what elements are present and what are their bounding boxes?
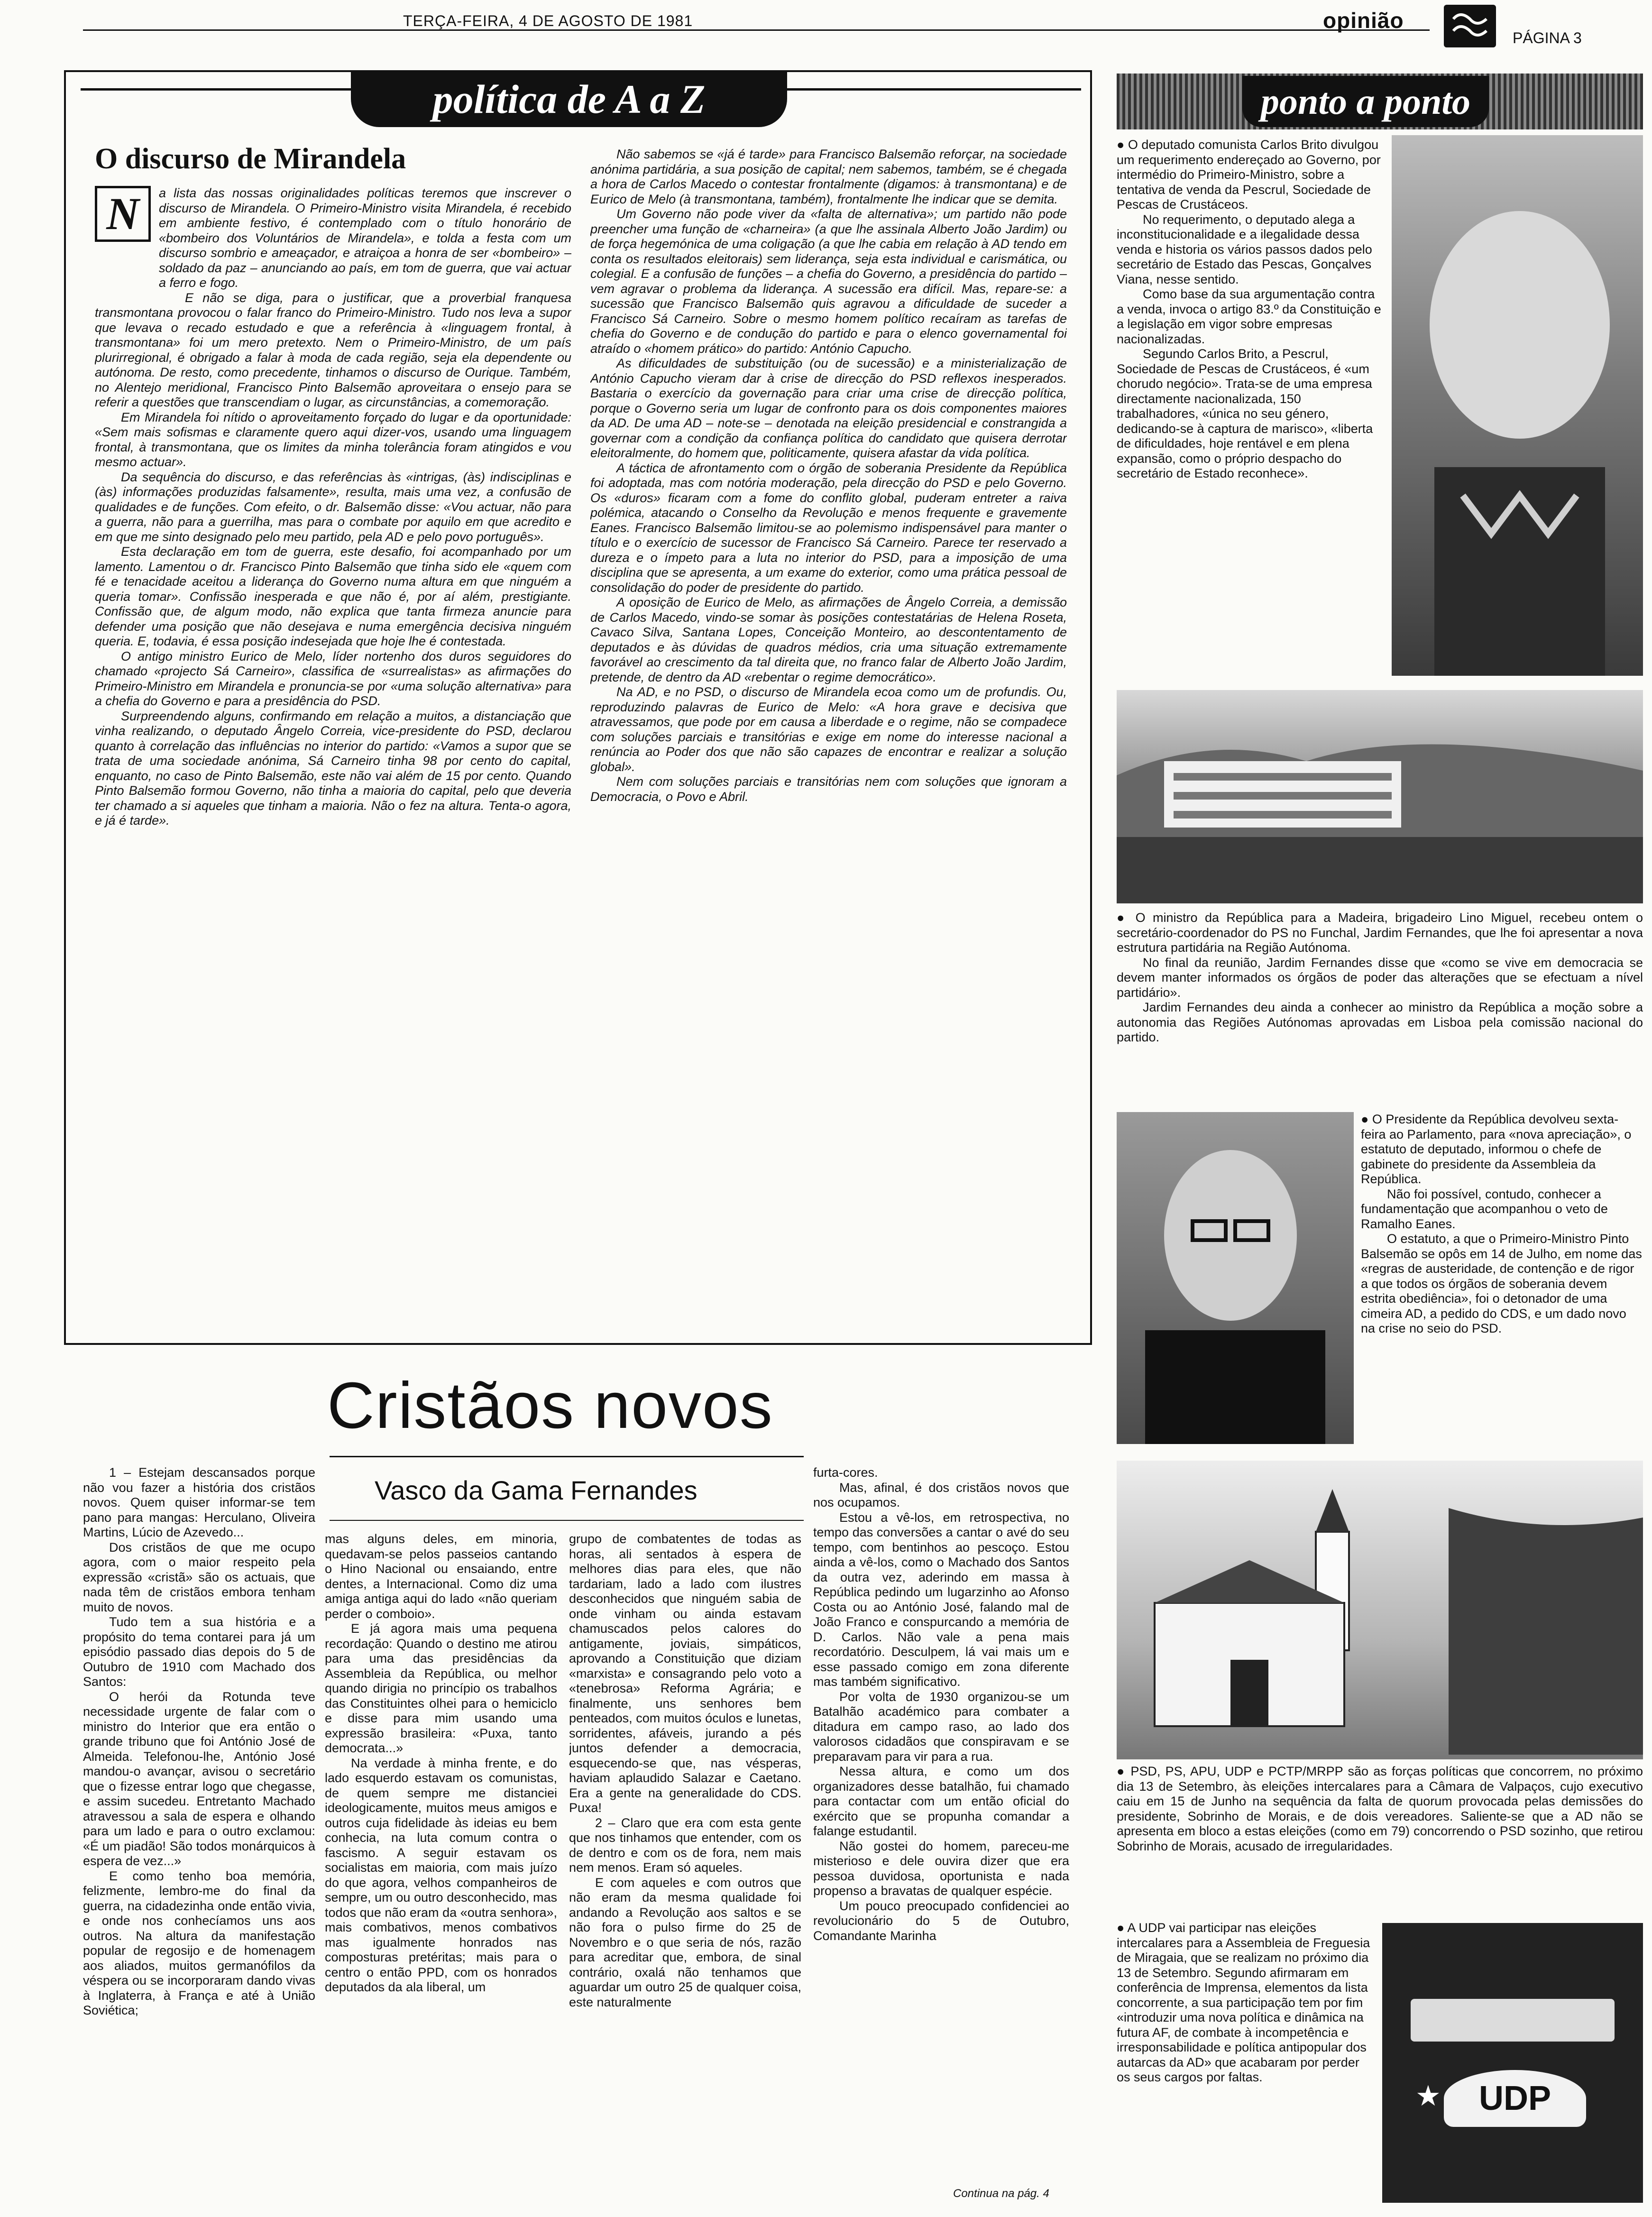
bullet-icon: ● (1117, 1764, 1131, 1778)
ponto-item-2 (1117, 911, 1643, 1100)
udp-star-icon: ★ (1415, 2080, 1441, 2112)
udp-label: UDP (1444, 2070, 1586, 2127)
cristaos-para: Tudo tem a sua história e a propósito do tema contarei para já um episódio passado dias depois do 5 de Outubro de 1910 com Machado dos Santos: (83, 1615, 315, 1689)
ponto-para: O estatuto, a que o Primeiro-Ministro Pinto Balsemão se opôs em 14 de Julho, em nome das «regras de austeridade, de contenção e de rigor a que todos os órgãos de soberania devem estrita obediência», foi o detonador de uma cimeira AD, a pedido do CDS, e um dado novo na crise no seio do PSD. (1361, 1232, 1642, 1335)
continua-link[interactable]: Continua na pág. 4 (953, 2187, 1049, 2200)
cristaos-para: Nessa altura, e como um dos organizadores desse batalhão, fui chamado para contactar com um então oficial do exército que se propunha comandar a falange estudantil. (813, 1764, 1069, 1838)
cristaos-para: mas alguns deles, em minoria, quedavam-se pelos passeios cantando o Hino Nacional ou ensaiando, entre dentes, a Internacional. Como diz uma amiga antiga aqui do lado «não queriam perder o comboio». (325, 1532, 557, 1621)
politica-para: Da sequência do discurso, e das referências às «intrigas, (às) indisciplinas e (às) informações produzidas falsamente», resulta, mais uma vez, a confusão de qualidades e de funções. Com efeito, o dr. Balsemão disse: «Vou actuar, não para a guerra, não para a guerrilha, mas para o combate por aquilo em que acredito e em que me sinto designado pelo meu partido, pela AD e pelo povo português». (95, 469, 571, 544)
cristaos-para: furta-cores. (813, 1465, 878, 1480)
cristaos-column-4 (813, 1465, 1069, 2177)
politica-para: Na AD, e no PSD, o discurso de Mirandela ecoa como um de profundis. Ou, reproduzindo palavras de Eurico de Melo: «A hora grave e decisiva que atravessamos, que pode por em causa a liberdade e o regime, não se compadece com soluções parciais e transitórias e exige em nome do interesse nacional a renúncia ao Poder dos que não são capazes de encontrar e realizar a solução global». (590, 685, 1067, 774)
bullet-icon: ● (1361, 1112, 1372, 1126)
politica-para: Surpreendendo alguns, confirmando em relação a muitos, a distanciação que vinha realizando, o deputado Ângelo Correia, vice-presidente do PSD, declarou quanto à correlação das influências no interior do partido: «Vamos a supor que se trata de uma sociedade anónima, Sá Carneiro tinha 98 por cento do capital, enquanto, no caso de Pinto Balsemão, este não vai além de 15 por cento. Quando Pinto Balsemão formou Governo, não tinha a maioria do capital, pelo que deveria ter chamado a si aqueles que tinham a maioria. Não o fez na altura. Tenta-o agora, e já é tarde». (95, 708, 571, 828)
cristaos-para: 1 – Estejam descansados porque não vou fazer a história dos cristãos novos. Quem quiser informar-se tem pano para mangas: Herculano, Oliveira Martins, Lúcio de Azevedo... (83, 1465, 315, 1539)
politica-column-1 (95, 186, 571, 1334)
byline-rule (330, 1456, 804, 1457)
cristaos-para: 2 – Claro que era com esta gente que nos tinhamos que entender, com os de dentro e com os de fora, nem mais nem menos. Eram só aqueles. (569, 1815, 801, 1875)
bullet-icon: ● (1117, 911, 1136, 925)
politica-para: A oposição de Eurico de Melo, as afirmações de Ângelo Correia, a demissão de Carlos Macedo, vindo-se somar às posições contestatárias de Helena Roseta, Cavaco Silva, Santana Lopes, Conceição Monteiro, ao descontentamento de deputados e às dúvidas de quadros médios, cria uma situação extremamente favorável ao crescimento da tal direita que, no franco falar de Alberto João Jardim, pretende, de dentro da AD «rebentar o regime democrático». (590, 595, 1067, 684)
ponto-para: ● O deputado comunista Carlos Brito divulgou um requerimento endereçado ao Governo, por intermédio do Primeiro-Ministro, sobre a tentativa de venda da Pescrul, Sociedade de Pescas de Crustáceos. (1117, 138, 1381, 212)
politica-headline: O discurso de Mirandela (95, 143, 406, 175)
politica-para: a lista das nossas originalidades políticas teremos que inscrever o discurso de Mirandela. O Primeiro-Ministro visita Mirandela, é recebido em ambiente festivo, é contemplado com o título honorário de «bombeiro dos Voluntários de Mirandela», e tolda a festa com um discurso sombrio e ameaçador, e atraiçoa a honra de ser «bombeiro» – soldado da paz – anunciando ao país, em tom de guerra, que vai actuar a ferro e fogo. (159, 186, 571, 290)
politica-band: política de A a Z (351, 71, 787, 127)
ponto-item-5 (1117, 1921, 1373, 2205)
page-label: PÁGINA 3 (1513, 29, 1582, 46)
politica-para: Esta declaração em tom de guerra, este desafio, foi acompanhado por um lamento. Lamentou o dr. Francisco Pinto Balsemão que tinha sido ele «quem com fé e tenacidade aceitou a liderança do Governo numa altura em que ninguém a queria tomar». Confissão inesperada e que não é, por aí além, prestigiante. Confissão que, de algum modo, não explica que tanta firmeza anuncie para defender uma posição que não desejava e numa emergência decisiva ninguém queria. E, todavia, é essa posição indesejada que hoje lhe é contestada. (95, 544, 571, 648)
cristaos-para: Mas, afinal, é dos cristãos novos que nos ocupamos. (813, 1480, 1069, 1509)
cristaos-para: Dos cristãos de que me ocupo agora, com o maior respeito pela expressão «cristã» são os actuais, que nada têm de cristãos embora tenham muito de novos. (83, 1540, 315, 1614)
udp-poster-photo (1382, 1923, 1643, 2203)
politica-para: E não se diga, para o justificar, que a proverbial franquesa transmontana provocou o falar franco do Primeiro-Ministro. Tudo nos leva a supor que levava o recado estudado e que a referência à «linguagem frontal, à transmontana» foi um mero pretexto. Nem o Primeiro-Ministro, de um país plurirregional, é obrigado a falar à moda de cada região, seja ela dependente ou autónoma. De resto, como precedente, tinhamos o discurso de Ourique. Também, no Alentejo meridional, Francisco Pinto Balsemão aproveitara o ensejo para se referir a questões que transcendiam o lugar, as circunstâncias, a comemoração. (95, 290, 571, 409)
cristaos-para: Na verdade à minha frente, e do lado esquerdo estavam os comunistas, de quem sempre me distanciei ideologicamente, muitos meus amigos e outros cuja fidelidade às ideias eu bem conhecia, na luta comum contra o fascismo. A seguir estavam os socialistas em maioria, com mais juízo do que agora, velhos companheiros de sempre, um ou outro desconhecido, mas todos que não eram da «outra senhora», mais combativos, menos combativos mas igualmente honrados nas composturas pretéritas; mais para o centro o então PPD, com os honrados deputados da ala liberal, um (325, 1756, 557, 1994)
cristaos-para: E já agora mais uma pequena recordação: Quando o destino me atirou para uma das presidências da Assembleia da República, ou melhor quando dirigia no princípio os trabalhos das Constituintes olhei para o hemiciclo e disse para mim usando uma expressão brasileira: «Puxa, tanto democrata...» (325, 1621, 557, 1755)
cristaos-para: Estou a vê-los, em retrospectiva, no tempo das conversões a cantar o avé do seu tempo, com bentinhos ao pescoço. Estou ainda a vê-los, como o Machado dos Santos da outra vez, aderindo em massa à República pedindo um lugarzinho ao Afonso Costa ou ao António José, falando mal de João Franco e conspurcando a memória de D. Carlos. Não vale a pena mais recordatório. Desculpem, lá vai mais um e esse passado comigo em zona diferente mas também significativo. (813, 1510, 1069, 1689)
eanes-photo (1117, 1112, 1354, 1444)
ponto-band: ponto a ponto (1242, 76, 1489, 127)
cristaos-para: Não gostei do homem, pareceu-me misterioso e dele ouvira dizer que era pessoa duvidosa, oportunista e nada propenso a bravatas de qualquer espécie. (813, 1839, 1069, 1898)
byline-rule-bottom (330, 1520, 804, 1521)
cristaos-column-1 (83, 1465, 315, 2205)
cristaos-para: O herói da Rotunda teve necessidade urgente de falar com o ministro do Interior que era então o grande tribuno que foi António José de Almeida. Telefonou-lhe, António José mandou-o avançar, avisou o secretário que o fizesse entrar logo que chegasse, e assim sucedeu. Entretanto Machado atravessou a sala de espera e olhando para um lado e para o outro exclamou: «É um piadão! São todos monárquicos à espera de vez...» (83, 1689, 315, 1868)
section-logo-icon (1444, 5, 1496, 47)
politica-para: A táctica de afrontamento com o órgão de soberania Presidente da República foi adoptada, mas com notória moderação, pela direcção do PSD e pelo Governo. Os «duros» ficaram com a fome do conflito global, puderam entreter a raiva polémica, atacando o Conselho da Revolução e menos frequente e gravemente Eanes. Francisco Balsemão limitou-se ao polemismo indispensável para manter o título e o exercício de sucessor de Francisco Sá Carneiro. Parece ter reservado a dureza e o ímpeto para a luta no interior do PSD, para a imposição de uma disciplina que se apresenta, a um exame do exterior, como uma prática pessoal de consolidação do poder de presidente do partido. (590, 460, 1067, 595)
cristaos-byline: Vasco da Gama Fernandes (375, 1475, 698, 1505)
section-name: opinião (1323, 8, 1404, 33)
cristaos-para: grupo de combatentes de todas as horas, ali sentados à espera de melhores dias para eles, que não tardariam, lado a lado com ilustres desconhecidos que ninguém sabia de onde vinham ou ainda estavam chamuscados pelos calores do antigamente, joviais, simpáticos, aprovando a Constituição que diziam «marxista» e consagrando pelo voto a «tenebrosa» Reforma Agrária; e finalmente, uns senhores bem penteados, com muitos óculos e lunetas, sorridentes, afáveis, jurando a pés juntos defender a democracia, esquecendo-se que, nas vésperas, haviam aplaudido Salazar e Caetano. Era a gente na generalidade do CDS. Puxa! (569, 1532, 801, 1815)
valpacos-church-photo (1117, 1461, 1643, 1759)
masthead-rule (83, 29, 1430, 31)
politica-para: Nem com soluções parciais e transitórias nem com soluções que ignoram a Democracia, o Povo e Abril. (590, 774, 1067, 804)
cristaos-column-3 (569, 1532, 801, 2205)
ponto-para: No requerimento, o deputado alega a inconstitucionalidade e a ilegalidade dessa venda e historia os vários passos dados pelo secretário de Estado das Pescas, Gonçalves Viana, nesse sentido. (1117, 212, 1372, 286)
ponto-item-4 (1117, 1764, 1643, 1906)
ponto-para: Segundo Carlos Brito, a Pescrul, Sociedade de Pescas de Crustáceos, é «um chorudo negócio». Trata-se de uma empresa directamente nacionalizada, 150 trabalhadores, «única no seu género, dedicando-se à captura de marisco», «liberta de dificuldades, hoje rentável e em plena expansão, como o próprio despacho do secretário de Estado reconhece». (1117, 347, 1373, 480)
politica-para: As dificuldades de substituição (ou de sucessão) e a ministerialização de António Capucho vieram dar à crise de direcção do PSD reflexos inesperados. Bastaria o exercício da governação para criar uma crise de direcção política, porque o Governo seria um lugar de confronto para os dois componentes maiores da AD. De uma AD – note-se – denotada na eleição presidencial e constrangida a governar com a condição da confiança política do candidato que quisera derrotar eleitoralmente, do homem que, politicamente, quisera afastar da vida política. (590, 356, 1067, 460)
ponto-item-3 (1361, 1112, 1643, 1453)
masthead-date: TERÇA-FEIRA, 4 DE AGOSTO DE 1981 (403, 12, 693, 29)
udp-poster-bar (1411, 1999, 1615, 2042)
politica-para: Não sabemos se «já é tarde» para Francisco Balsemão reforçar, na sociedade anónima partidária, a sua posição de capital; nem sabemos, também, se é chegada a hora de Carlos Macedo o contestar frontalmente (digamos: à transmontana) e de Eurico de Melo (à transmontana, também), frontalmente lhe indicar que se demita. (590, 147, 1067, 206)
ponto-para: Como base da sua argumentação contra a venda, invoca o artigo 83.º da Constituição e a legislação em vigor sobre empresas nacionalizadas. (1117, 287, 1381, 346)
cristaos-para: Por volta de 1930 organizou-se um Batalhão académico para combater a ditadura em campo raso, ao lado dos valorosos cidadãos que conspiravam e se preparavam para vir para a rua. (813, 1689, 1069, 1764)
ponto-para: ● O Presidente da República devolveu sexta-feira ao Parlamento, para «nova apreciação», o estatuto de deputado, informou o chefe de gabinete do presidente da Assembleia da República. (1361, 1112, 1632, 1186)
ponto-para: ● PSD, PS, APU, UDP e PCTP/MRPP são as forças políticas que concorrem, no próximo dia 13 de Setembro, às eleições intercalares para a Câmara de Valpaços, cujo executivo caiu em 15 de Junho na sequência da falta de quorum provocada pelas demissões do presidente, Sobrinho de Morais, e de dois vereadores. Saliente-se que a AD não se apresenta em bloco a estas eleições (como em 79) concorrendo o PSD sozinho, que retirou Sobrinho de Morais, acusado de irregularidades. (1117, 1764, 1643, 1853)
ponto-para: Não foi possível, contudo, conhecer a fundamentação que acompanhou o veto de Ramalho Eanes. (1361, 1187, 1608, 1231)
cristaos-para: E como tenho boa memória, felizmente, lembro-me do final da guerra, na cidadezinha onde então vivia, e onde nos conhecíamos uns aos outros. Na altura da manifestação popular de regosijo e de homenagem aos aliados, muitos germanófilos da véspera ou se incorporaram dando vivas à Inglaterra, à França e até à União Soviética; (83, 1868, 315, 2017)
carlos-brito-photo (1392, 135, 1643, 676)
cristaos-headline: Cristãos novos (327, 1369, 773, 1442)
ponto-item-1 (1117, 138, 1382, 673)
bullet-icon: ● (1117, 138, 1128, 152)
politica-para: Em Mirandela foi nítido o aproveitamento forçado do lugar e da oportunidade: «Sem mais sofismas e claramente quero aqui dizer-vos, usando uma linguagem frontal, à transmontana, que os limites da minha tolerância foram atingidos e vou mesmo actuar». (95, 410, 571, 469)
ponto-para: ● O ministro da República para a Madeira, brigadeiro Lino Miguel, recebeu ontem o secretário-coordenador do PS no Funchal, Jardim Fernandes, que lhe foi apresentar a nova estrutura partidária na Região Autónoma. (1117, 911, 1643, 955)
bullet-icon: ● (1117, 1921, 1128, 1935)
politica-para: O antigo ministro Eurico de Melo, líder nortenho dos duros seguidores do chamado «projecto Sá Carneiro», classifica de «surrealistas» as afirmações do Primeiro-Ministro em Mirandela e pronuncia-se por «uma solução alternativa» para a chefia do Governo e para a presidência do PSD. (95, 649, 571, 708)
drop-cap-letter: N (106, 188, 139, 239)
cristaos-para: E com aqueles e com outros que não eram da mesma qualidade foi andando a Revolução aos saltos e se não fora o pulso firme do 25 de Novembro e o que seria de nós, razão para acreditar que, embora, de sinal contrário, oxalá não tenhamos que aguardar um outro 25 de qualquer coisa, este naturalmente (569, 1875, 801, 2009)
cristaos-column-2 (325, 1532, 557, 2205)
madeira-building-photo (1117, 690, 1643, 903)
politica-para: Um Governo não pode viver da «falta de alternativa»; um partido não pode preencher uma função de «charneira» (a que lhe assinala Alberto João Jardim) ou de força hegemónica de uma coligação (a que lhe cabia em relação à AD tendo em conta os resultados eleitorais) sem liderança, seja esta individual e carismática, ou colegial. E a confusão de funções – a chefia do Governo, a presidência do partido – vem agravar o problema da liderança. A sucessão era difícil. Mas, repare-se: a sucessão que Francisco Balsemão quis agravou a dificuldade de suceder a Francisco Sá Carneiro. Sobre o mesmo homem político recaíram as tarefas de chefia do Governo e de condução do partido e para o elenco governamental foi atraído o «homem prático» do partido: António Capucho. (590, 207, 1067, 356)
cristaos-para: Um pouco preocupado confidenciei ao revolucionário do 5 de Outubro, Comandante Marinha (813, 1898, 1069, 1943)
ponto-para: Jardim Fernandes deu ainda a conhecer ao ministro da República a moção sobre a autonomia das Regiões Autónomas aprovadas em Lisboa pela comissão nacional do partido. (1117, 1000, 1643, 1044)
ponto-para: ● A UDP vai participar nas eleições intercalares para a Assembleia de Freguesia de Miragaia, que se realizam no próximo dia 13 de Setembro. Segundo afirmaram em conferência de Imprensa, elementos da lista concorrente, a sua participação tem por fim «introduzir uma nova política e dinâmica na futura AF, de combate à incompetência e irresponsabilidade e política antipopular dos autarcas da AD» que acabaram por perder os seus cargos por faltas. (1117, 1921, 1370, 2084)
politica-column-2 (590, 147, 1067, 1333)
ponto-para: No final da reunião, Jardim Fernandes disse que «como se vive em democracia se devem manter informados os órgãos de poder das alterações que se efectuam a nível partidário». (1117, 955, 1643, 1000)
